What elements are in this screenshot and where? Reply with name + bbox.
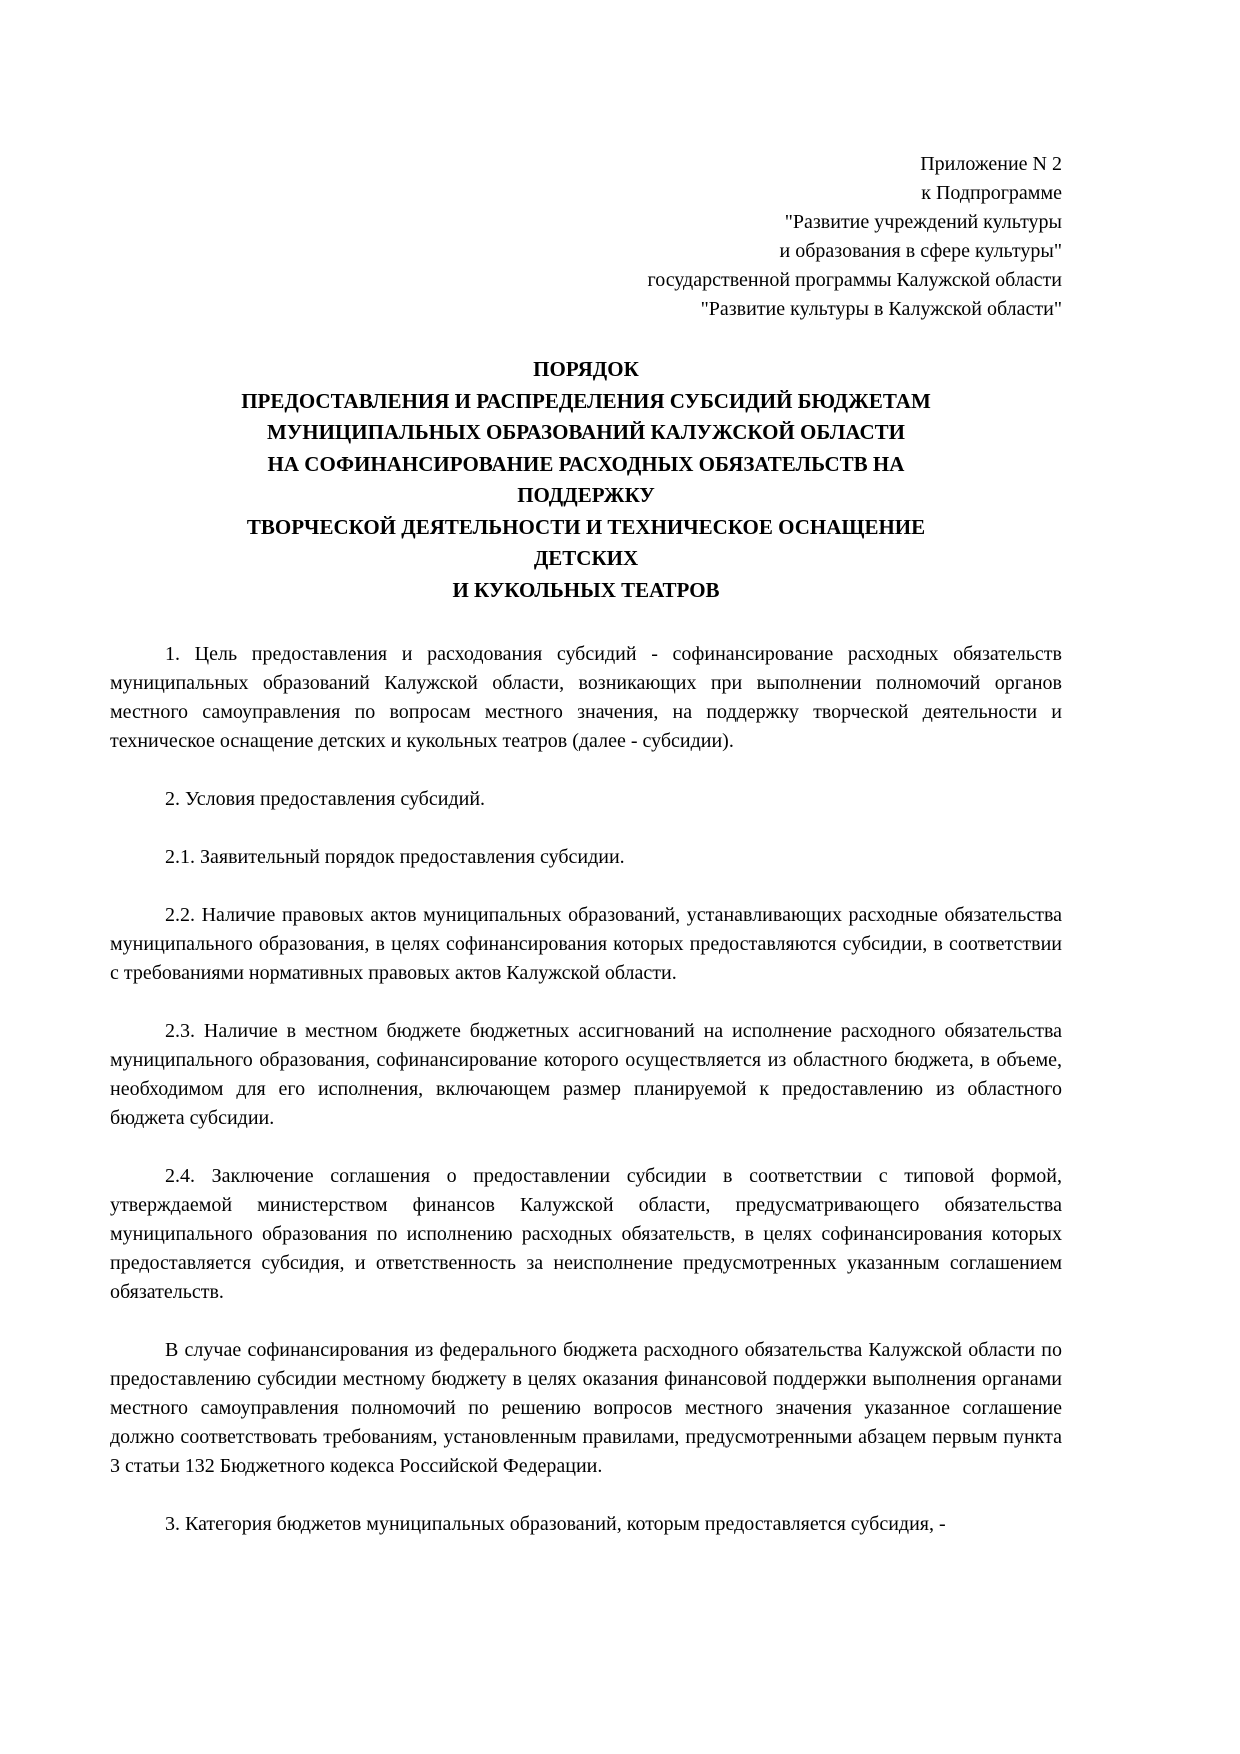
paragraph-1: 1. Цель предоставления и расходования субсидий - софинансирование расходных обязательств муниципальных образований Калужской области, возникающих при выполнении полномочий органов местного самоуправления по вопросам местного значения, на поддержку творческой деятельности и техническое оснащение детских и кукольных театров (далее - субсидии). (110, 643, 1062, 752)
paragraph-2-4: 2.4. Заключение соглашения о предоставлении субсидии в соответствии с типовой формой, утверждаемой министерством финансов Калужской области, предусматривающего обязательства муниципального образования по исполнению расходных обязательств, в целях софинансирования которых предоставляется субсидия, и ответственность за неисполнение предусмотренных указанным соглашением обязательств. (110, 1165, 1062, 1303)
header-line-subprogram-name-2: и образования в сфере культуры" (779, 240, 1062, 262)
title-line-7: ДЕТСКИХ (533, 546, 639, 570)
title-line-2: ПРЕДОСТАВЛЕНИЯ И РАСПРЕДЕЛЕНИЯ СУБСИДИЙ БЮДЖЕТАМ (241, 388, 931, 413)
paragraph-2-2: 2.2. Наличие правовых актов муниципальных образований, устанавливающих расходные обязательства муниципального образования, в целях софинансирования которых предоставляются субсидии, в соответствии с требованиями нормативных правовых актов Калужской области. (110, 904, 1062, 984)
title-line-1: ПОРЯДОК (533, 357, 639, 381)
paragraph-3: 3. Категория бюджетов муниципальных образований, которым предоставляется субсидия, - (165, 1513, 946, 1535)
header-line-subprogram: к Подпрограмме (921, 182, 1062, 204)
paragraph-2-1: 2.1. Заявительный порядок предоставления субсидии. (165, 846, 625, 868)
paragraph-2: 2. Условия предоставления субсидий. (165, 788, 486, 810)
header-line-state-program: государственной программы Калужской области (647, 269, 1062, 291)
title-line-4: НА СОФИНАНСИРОВАНИЕ РАСХОДНЫХ ОБЯЗАТЕЛЬСТВ НА (267, 451, 905, 476)
title-line-3: МУНИЦИПАЛЬНЫХ ОБРАЗОВАНИЙ КАЛУЖСКОЙ ОБЛАСТИ (267, 420, 905, 444)
document-title (110, 354, 1062, 606)
paragraph-2-3: 2.3. Наличие в местном бюджете бюджетных ассигнований на исполнение расходного обязательства муниципального образования, софинансирование которого осуществляется из областного бюджета, в объеме, необходимом для его исполнения, включающем размер планируемой к предоставлению из областного бюджета субсидии. (110, 1020, 1062, 1129)
appendix-header (110, 150, 1062, 324)
appendix-number-line: Приложение N 2 (920, 153, 1062, 175)
header-line-state-program-name: "Развитие культуры в Калужской области" (700, 298, 1062, 320)
header-line-subprogram-name-1: "Развитие учреждений культуры (784, 211, 1062, 233)
paragraph-federal-case: В случае софинансирования из федерального бюджета расходного обязательства Калужской области по предоставлению субсидии местному бюджету в целях оказания финансовой поддержки выполнения органами местного самоуправления полномочий по решению вопросов местного значения указанное соглашение должно соответствовать требованиям, установленным правилами, предусмотренными абзацем первым пункта 3 статьи 132 Бюджетного кодекса Российской Федерации. (110, 1339, 1062, 1477)
title-line-5: ПОДДЕРЖКУ (517, 483, 655, 507)
title-line-8: И КУКОЛЬНЫХ ТЕАТРОВ (452, 577, 720, 602)
title-line-6: ТВОРЧЕСКОЙ ДЕЯТЕЛЬНОСТИ И ТЕХНИЧЕСКОЕ ОСНАЩЕНИЕ (246, 514, 926, 539)
document-body (110, 640, 1062, 1539)
